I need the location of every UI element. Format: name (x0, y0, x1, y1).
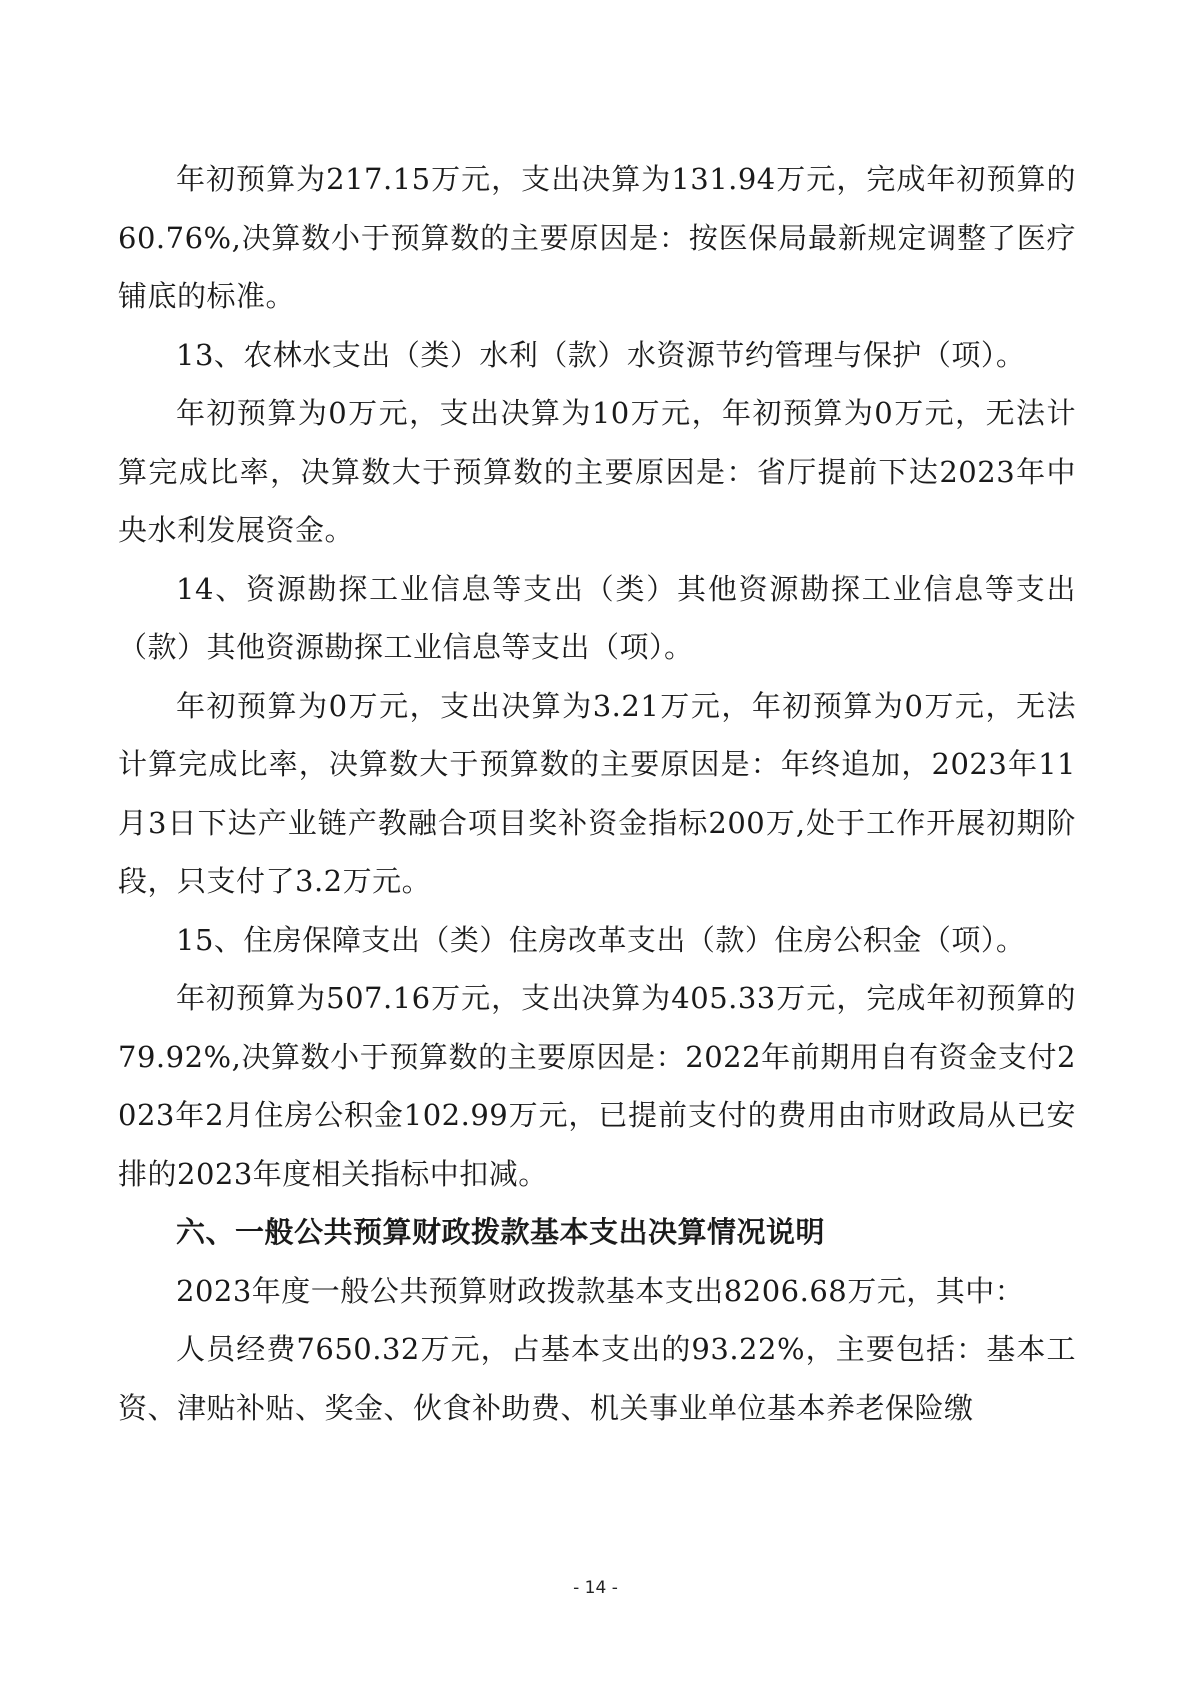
paragraph-item-12-explanation: 年初预算为217.15万元，支出决算为131.94万元，完成年初预算的60.76%,决算数小于预算数的主要原因是：按医保局最新规定调整了医疗铺底的标准。 (118, 162, 1076, 313)
section-heading: 六、一般公共预算财政拨款基本支出决算情况说明 (176, 1215, 826, 1249)
page-content (118, 150, 1076, 1437)
paragraph-item-13-title: 13、农林水支出（类）水利（款）水资源节约管理与保护（项）。 (176, 337, 1026, 372)
paragraph-item-15-explanation: 年初预算为507.16万元，支出决算为405.33万元，完成年初预算的79.92%,决算数小于预算数的主要原因是：2022年前期用自有资金支付2023年2月住房公积金102.99万元，已提前支付的费用由市财政局从已安排的2023年度相关指标中扣减。 (118, 981, 1076, 1191)
personnel-expense-paragraph: 人员经费7650.32万元，占基本支出的93.22%，主要包括：基本工资、津贴补贴、奖金、伙食补助费、机关事业单位基本养老保险缴 (118, 1332, 1076, 1425)
paragraph-item-14-title: 14、资源勘探工业信息等支出（类）其他资源勘探工业信息等支出（款）其他资源勘探工业信息等支出（项）。 (118, 571, 1076, 664)
paragraph-item-14-explanation: 年初预算为0万元，支出决算为3.21万元，年初预算为0万元，无法计算完成比率，决算数大于预算数的主要原因是：年终追加，2023年11月3日下达产业链产教融合项目奖补资金指标200万,处于工作开展初期阶段，只支付了3.2万元。 (118, 688, 1076, 898)
paragraph-item-15-title: 15、住房保障支出（类）住房改革支出（款）住房公积金（项）。 (176, 922, 1026, 957)
page-number: - 14 - (573, 1578, 618, 1598)
paragraph-item-13-explanation: 年初预算为0万元，支出决算为10万元，年初预算为0万元，无法计算完成比率，决算数大于预算数的主要原因是：省厅提前下达2023年中央水利发展资金。 (118, 396, 1076, 547)
section-summary-paragraph: 2023年度一般公共预算财政拨款基本支出8206.68万元，其中： (176, 1273, 1025, 1308)
